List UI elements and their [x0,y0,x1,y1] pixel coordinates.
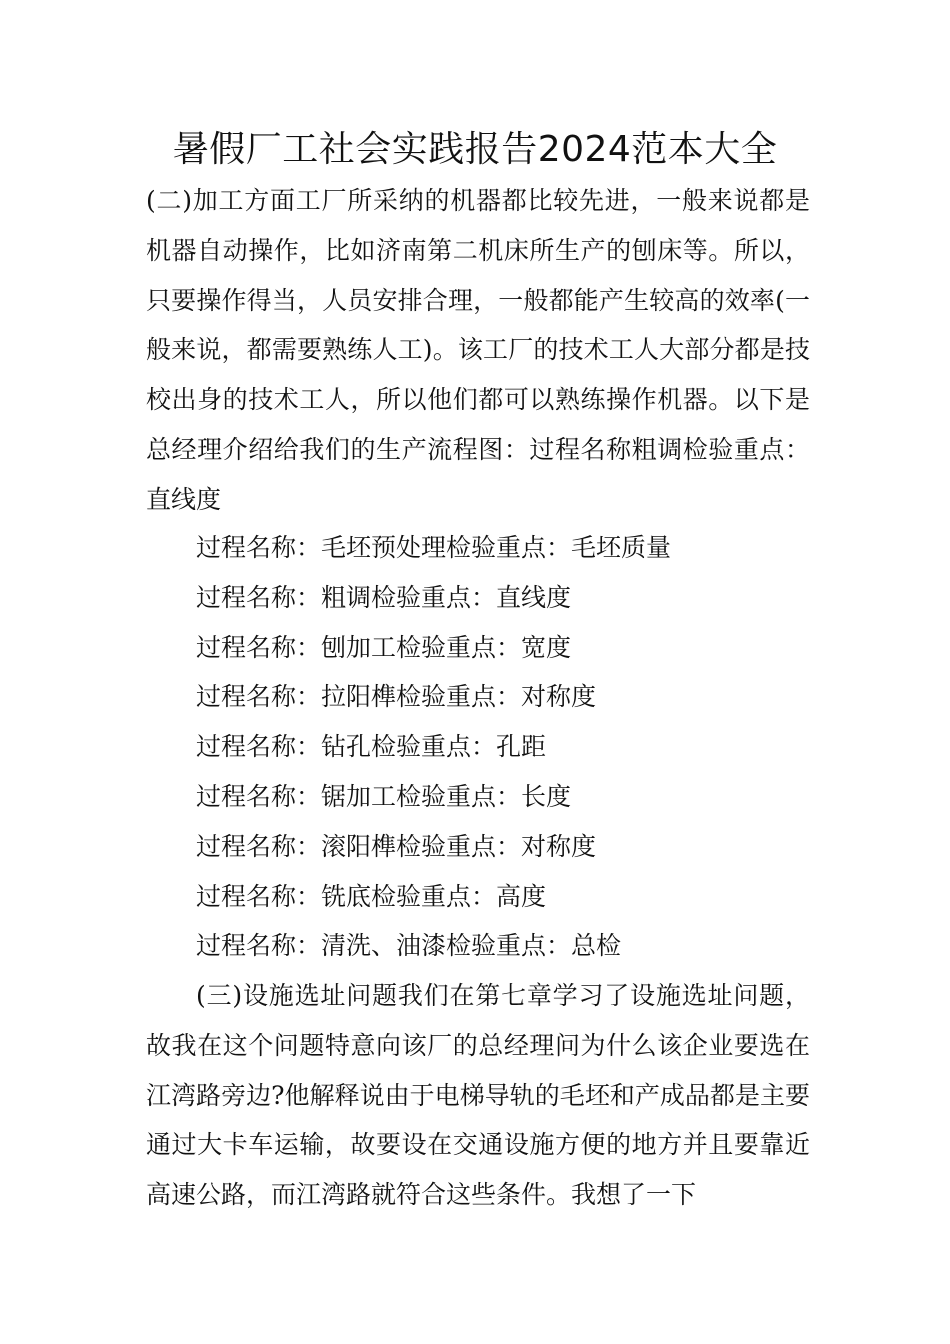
paragraph-site-selection: (三)设施选址问题我们在第七章学习了设施选址问题，故我在这个问题特意向该厂的总经理问为什么该企业要选在江湾路旁边?他解释说由于电梯导轨的毛坯和产成品都是主要通过大卡车运输，故要设在交通设施方便的地方并且要靠近高速公路，而江湾路就符合这些条件。我想了一下 [146,981,810,1210]
paragraph-processing: (二)加工方面工厂所采纳的机器都比较先进，一般来说都是机器自动操作，比如济南第二机床所生产的刨床等。所以，只要操作得当，人员安排合理，一般都能产生较高的效率(一般来说，都需要熟练人工)。该工厂的技术工人大部分都是技校出身的技术工人，所以他们都可以熟练操作机器。以下是总经理介绍给我们的生产流程图：过程名称粗调检验重点：直线度 [146,186,810,514]
process-item: 过程名称：铣底检验重点：高度 [196,881,547,911]
document-title: 暑假厂工社会实践报告2024范本大全 [172,129,778,170]
process-item: 过程名称：毛坯预处理检验重点：毛坯质量 [196,533,672,562]
process-item: 过程名称：滚阳榫检验重点：对称度 [196,831,597,861]
process-item: 过程名称：粗调检验重点：直线度 [196,582,572,612]
process-item: 过程名称：钻孔检验重点：孔距 [196,732,547,762]
process-item: 过程名称：锯加工检验重点：长度 [196,781,572,811]
process-list [196,523,671,971]
process-item: 过程名称：刨加工检验重点：宽度 [196,632,572,662]
process-item: 过程名称：清洗、油漆检验重点：总检 [196,931,622,961]
process-item: 过程名称：拉阳榫检验重点：对称度 [196,682,597,712]
